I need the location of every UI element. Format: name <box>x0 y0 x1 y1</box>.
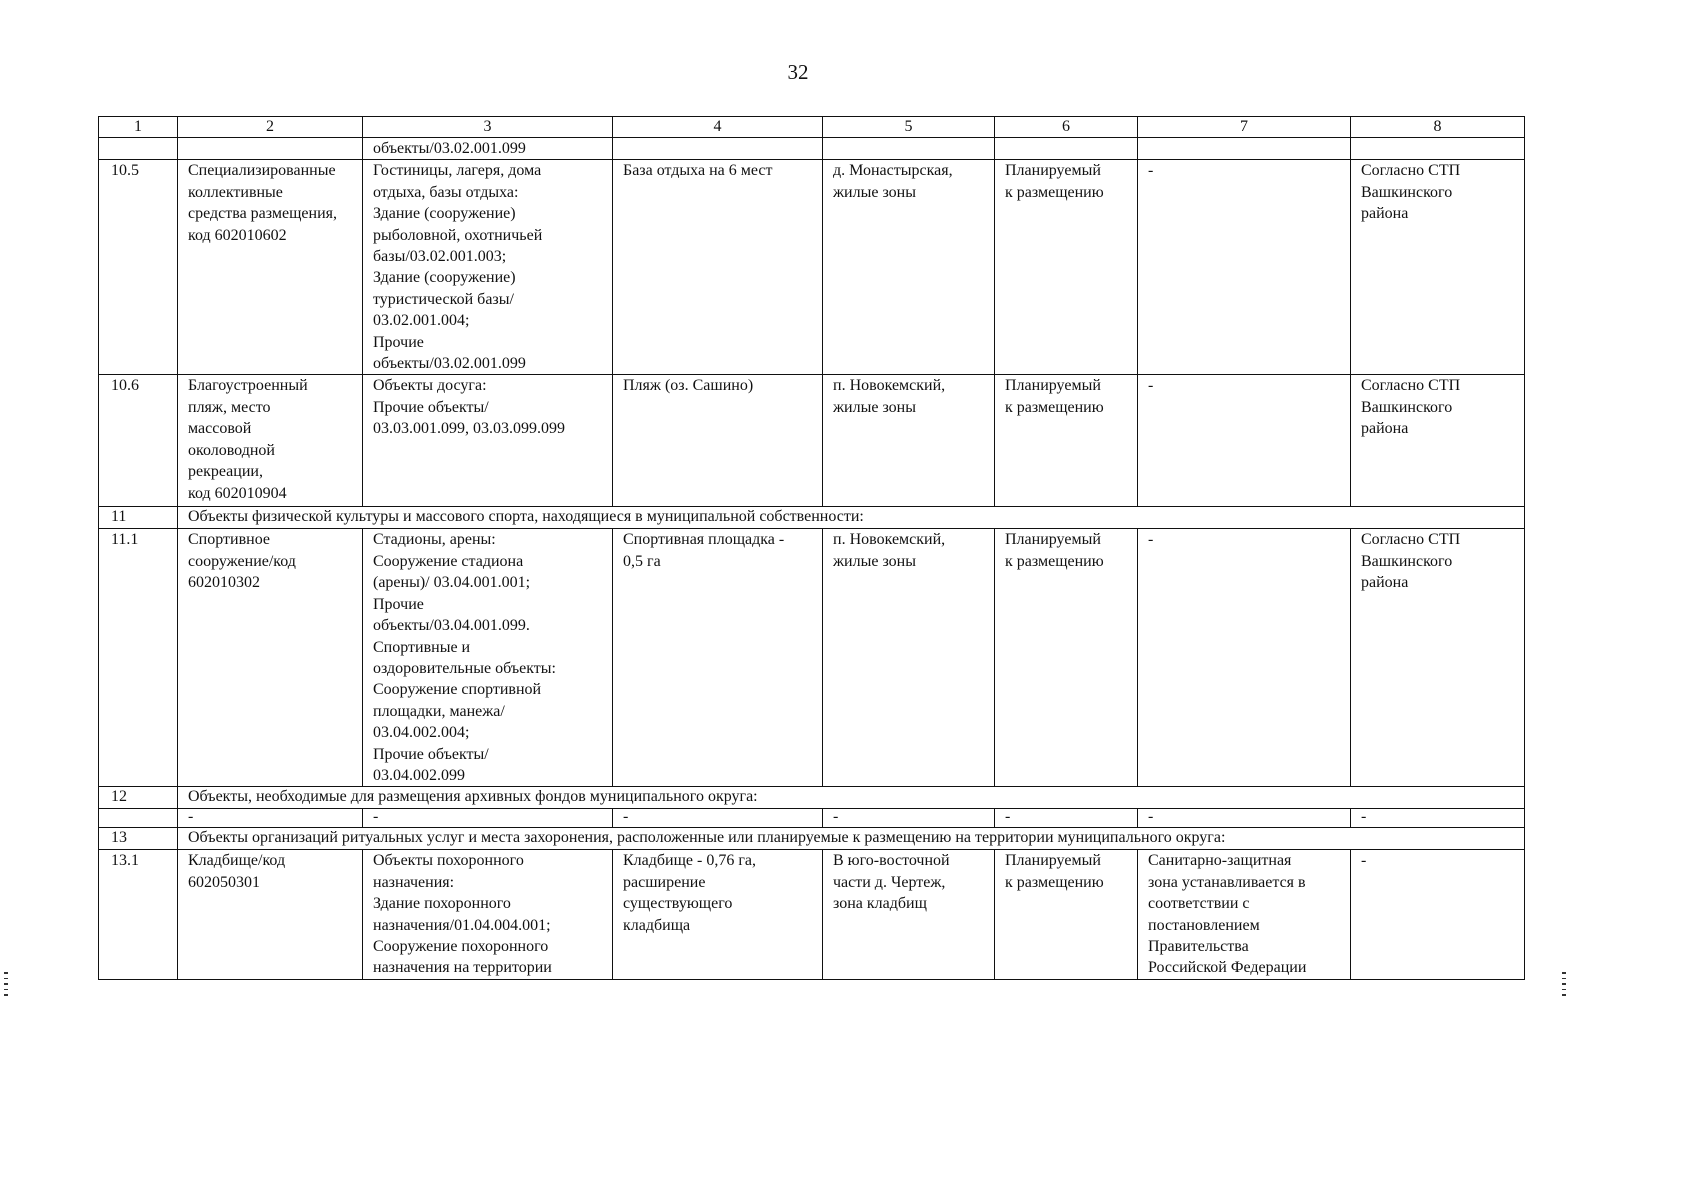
table-row <box>99 809 1525 828</box>
table-row <box>99 850 1525 979</box>
row-number: 11.1 <box>99 529 178 787</box>
row-number: 10.5 <box>99 160 178 375</box>
object-name-cell: Спортивное сооружение/код 602010302 <box>178 529 363 787</box>
column-number-header-row <box>99 117 1525 138</box>
location-cell: д. Монастырская, жилые зоны <box>823 160 995 375</box>
column-header: 4 <box>613 117 823 138</box>
zone-cell: - <box>1138 160 1351 375</box>
object-description-cell: База отдыха на 6 мест <box>613 160 823 375</box>
section-number: 13 <box>99 828 178 850</box>
page-number: 32 <box>787 60 809 84</box>
zone-cell: - <box>1138 529 1351 787</box>
object-type-cell: Объекты досуга: Прочие объекты/ 03.03.001.099, 03.03.099.099 <box>363 375 613 507</box>
note-cell: Согласно СТП Вашкинского района <box>1351 160 1525 375</box>
table-row <box>99 138 1525 160</box>
object-name-cell: Благоустроенный пляж, место массовой околоводной рекреации, код 602010904 <box>178 375 363 507</box>
section-title: Объекты организаций ритуальных услуг и места захоронения, расположенные или планируемые к размещению на территории муниципального округа: <box>178 828 1525 850</box>
object-name-cell: Специализированные коллективные средства размещения, код 602010602 <box>178 160 363 375</box>
note-cell: - <box>1351 850 1525 979</box>
empty-value-cell: - <box>613 809 823 828</box>
object-description-cell: Спортивная площадка - 0,5 га <box>613 529 823 787</box>
table-row <box>99 160 1525 375</box>
empty-value-cell: - <box>995 809 1138 828</box>
location-cell: п. Новокемский, жилые зоны <box>823 375 995 507</box>
zone-cell: - <box>1138 375 1351 507</box>
section-number: 11 <box>99 507 178 529</box>
row-number: 13.1 <box>99 850 178 979</box>
table-row <box>99 529 1525 787</box>
scan-edge-marks-left <box>4 972 8 1000</box>
status-cell: Планируемый к размещению <box>995 375 1138 507</box>
location-cell: В юго-восточной части д. Чертеж, зона кладбищ <box>823 850 995 979</box>
empty-value-cell: - <box>823 809 995 828</box>
status-cell: Планируемый к размещению <box>995 529 1138 787</box>
column-header: 3 <box>363 117 613 138</box>
object-description-cell: Кладбище - 0,76 га, расширение существующего кладбища <box>613 850 823 979</box>
section-title: Объекты, необходимые для размещения архивных фондов муниципального округа: <box>178 787 1525 809</box>
section-number: 12 <box>99 787 178 809</box>
column-header: 8 <box>1351 117 1525 138</box>
object-type-cell: Гостиницы, лагеря, дома отдыха, базы отдыха: Здание (сооружение) рыболовной, охотничьей базы/03.02.001.003; Здание (сооружение) туристической базы/ 03.02.001.004; Прочие объекты/03.02.001.099 <box>363 160 613 375</box>
location-cell: п. Новокемский, жилые зоны <box>823 529 995 787</box>
object-type-cell: объекты/03.02.001.099 <box>363 138 613 160</box>
section-title: Объекты физической культуры и массового спорта, находящиеся в муниципальной собственности: <box>178 507 1525 529</box>
empty-value-cell: - <box>363 809 613 828</box>
column-header: 2 <box>178 117 363 138</box>
scan-edge-marks-right <box>1562 972 1566 1000</box>
section-row <box>99 787 1525 809</box>
column-header: 1 <box>99 117 178 138</box>
zone-cell: Санитарно-защитная зона устанавливается в соответствии с постановлением Правительства Российской Федерации <box>1138 850 1351 979</box>
empty-value-cell: - <box>1351 809 1525 828</box>
column-header: 6 <box>995 117 1138 138</box>
status-cell: Планируемый к размещению <box>995 160 1138 375</box>
column-header: 5 <box>823 117 995 138</box>
note-cell: Согласно СТП Вашкинского района <box>1351 529 1525 787</box>
empty-value-cell: - <box>1138 809 1351 828</box>
section-row <box>99 507 1525 529</box>
empty-value-cell: - <box>178 809 363 828</box>
object-type-cell: Объекты похоронного назначения: Здание похоронного назначения/01.04.004.001; Сооружение похоронного назначения на территории <box>363 850 613 979</box>
object-type-cell: Стадионы, арены: Сооружение стадиона (арены)/ 03.04.001.001; Прочие объекты/03.04.001.099. Спортивные и оздоровительные объекты: Сооружение спортивной площадки, манежа/ 03.04.002.004; Прочие объекты/ 03.04.002.099 <box>363 529 613 787</box>
column-header: 7 <box>1138 117 1351 138</box>
table-row <box>99 375 1525 507</box>
row-number: 10.6 <box>99 375 178 507</box>
status-cell: Планируемый к размещению <box>995 850 1138 979</box>
planning-objects-table <box>98 116 1525 980</box>
object-description-cell: Пляж (оз. Сашино) <box>613 375 823 507</box>
note-cell: Согласно СТП Вашкинского района <box>1351 375 1525 507</box>
section-row <box>99 828 1525 850</box>
object-name-cell: Кладбище/код 602050301 <box>178 850 363 979</box>
